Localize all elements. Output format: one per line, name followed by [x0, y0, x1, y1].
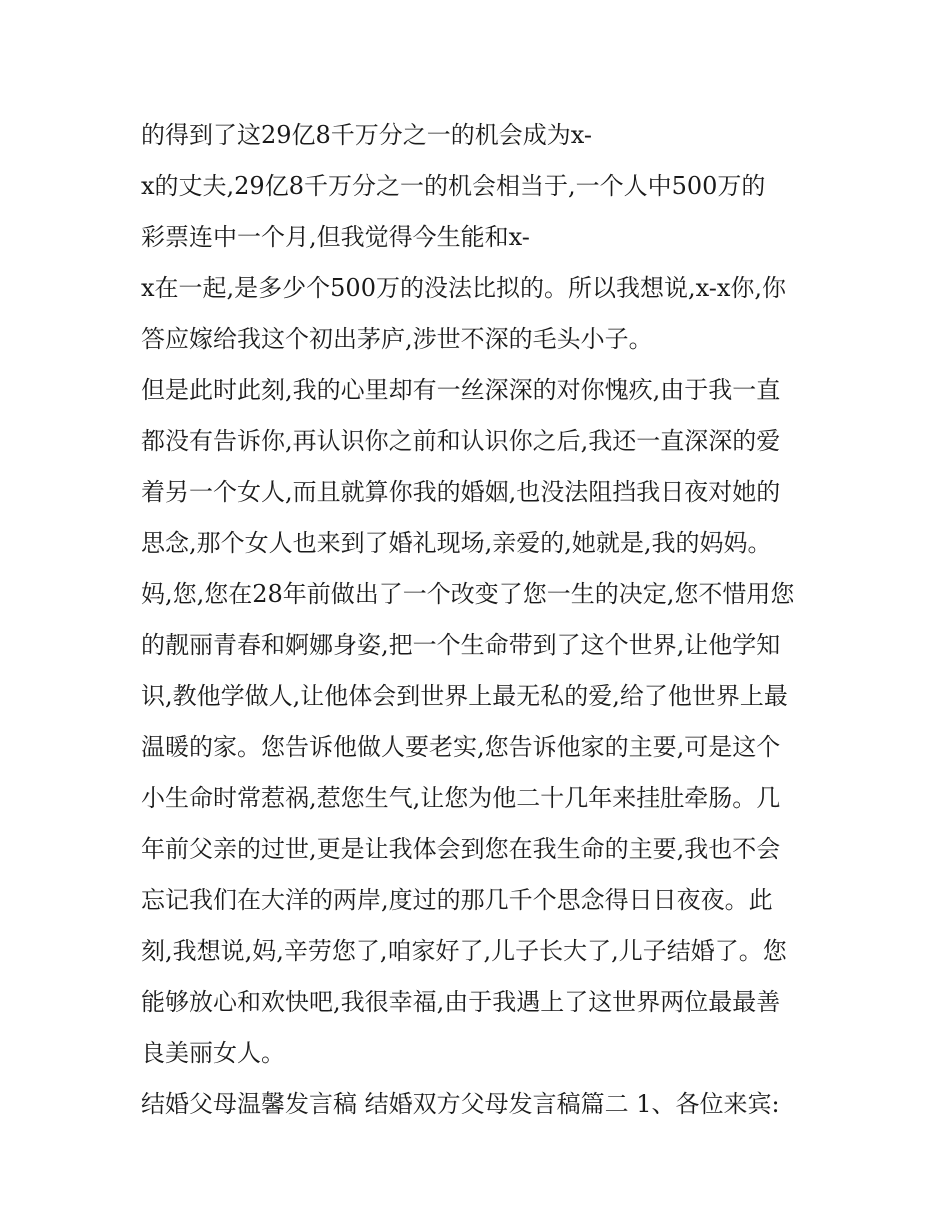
text-line: 识,教他学做人,让他体会到世界上最无私的爱,给了他世界上最: [141, 682, 788, 710]
text-line: 妈,您,您在28年前做出了一个改变了您一生的决定,您不惜用您: [141, 580, 795, 608]
text-line: 能够放心和欢快吧,我很幸福,由于我遇上了这世界两位最最善: [141, 988, 781, 1016]
body-text: [141, 110, 821, 1130]
text-line: 但是此时此刻,我的心里却有一丝深深的对你愧疚,由于我一直: [141, 376, 781, 404]
text-line: 刻,我想说,妈,辛劳您了,咱家好了,儿子长大了,儿子结婚了。您: [141, 937, 787, 965]
text-line: 结婚父母温馨发言稿 结婚双方父母发言稿篇二 1、各位来宾:: [141, 1090, 780, 1118]
text-line: 答应嫁给我这个初出茅庐,涉世不深的毛头小子。: [141, 325, 653, 353]
text-line: 的得到了这29亿8千万分之一的机会成为x-: [141, 121, 593, 149]
text-line: 都没有告诉你,再认识你之前和认识你之后,我还一直深深的爱: [141, 427, 781, 455]
text-line: x在一起,是多少个500万的没法比拟的。所以我想说,x-x你,你: [141, 274, 786, 302]
text-line: 年前父亲的过世,更是让我体会到您在我生命的主要,我也不会: [141, 835, 781, 863]
text-line: 忘记我们在大洋的两岸,度过的那几千个思念得日日夜夜。此: [141, 886, 773, 914]
text-line: 良美丽女人。: [141, 1039, 285, 1067]
text-line: 着另一个女人,而且就算你我的婚姻,也没法阻挡我日夜对她的: [141, 478, 781, 506]
text-line: 小生命时常惹祸,惹您生气,让您为他二十几年来挂肚牵肠。几: [141, 784, 781, 812]
text-line: 温暖的家。您告诉他做人要老实,您告诉他家的主要,可是这个: [141, 733, 781, 761]
text-line: 的靓丽青春和婀娜身姿,把一个生命带到了这个世界,让他学知: [141, 631, 781, 659]
text-line: x的丈夫,29亿8千万分之一的机会相当于,一个人中500万的: [141, 172, 766, 200]
text-line: 彩票连中一个月,但我觉得今生能和x-: [141, 223, 530, 251]
text-line: 思念,那个女人也来到了婚礼现场,亲爱的,她就是,我的妈妈。: [141, 529, 772, 557]
